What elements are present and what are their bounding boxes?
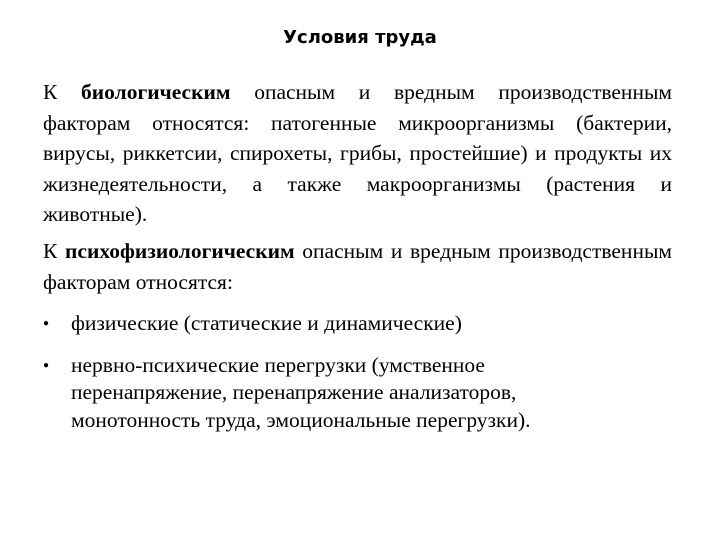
biological-lead: К (43, 80, 82, 104)
biological-term: биологическим (81, 80, 231, 104)
list-item (43, 352, 603, 435)
psychophysiological-lead: К (43, 239, 66, 263)
slide-title: Условия труда (283, 27, 437, 48)
psychophysiological-factors-paragraph (43, 236, 672, 297)
bullet-icon: ● (43, 318, 50, 329)
factors-list (43, 310, 603, 448)
psychophysiological-term: психофизиологическим (65, 239, 295, 263)
list-item (43, 310, 603, 338)
list-item-text: нервно-психические перегрузки (умственное перенапряжение, перенапряжение анализаторов, монотонность труда, эмоциональные перегрузки). (71, 352, 531, 432)
bullet-icon: ● (43, 359, 50, 371)
biological-factors-paragraph (43, 77, 672, 230)
biological-text: опасным и вредным производственным факторам относятся: патогенные микроорганизмы (бактерии, вирусы, риккетсии, спирохеты, грибы, простейшие) и продукты их жизнедеятельности, а также макроорганизмы (растения и животные). (43, 80, 672, 226)
psychophysiological-text: опасным и вредным производственным факторам относятся: (43, 239, 672, 294)
list-item-text: физические (статические и динамические) (71, 311, 462, 335)
